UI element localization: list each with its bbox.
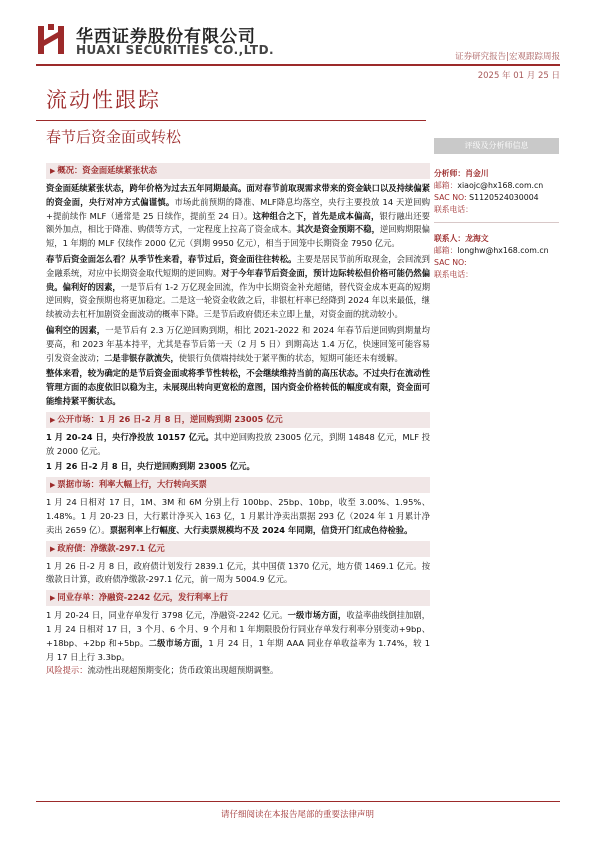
paragraph: 1 月 20-24 日，央行净投放 10157 亿元。其中逆回购投放 23005 亿元，到期 14848 亿元，MLF 投放 2000 亿元。	[46, 431, 430, 456]
section-title: 票据市场：利率大幅上行，大行转向买票	[57, 479, 207, 490]
contact-email[interactable]: longhw@hx168.com.cn	[457, 246, 549, 255]
section-title: 同业存单：净融资-2242 亿元，发行利率上行	[57, 592, 228, 603]
title-divider	[36, 120, 426, 121]
paragraph: 1 月 20-24 日，同业存单发行 3798 亿元，净融资-2242 亿元。一级市场方面，收益率曲线倒挂加剧，1 月 24 日相对 17 日，3 个月、6 个月、9 个月和 1 年期限股份行同业存单发行利率分别变动+9bp、+18bp、+2bp 和+5bp。二级市场方面，1 月 24 日，1 年期 AAA 同业存单收益率为 1.74%，较 1 月 17 日上行 3.3bp。 风险提示：流动性出现超预期变化；货币政策出现超预期调整。	[46, 610, 430, 676]
contact-role-label: 联系人：	[434, 234, 466, 243]
section-title: 政府债：净缴款-297.1 亿元	[57, 542, 165, 553]
page-subtitle: 春节后资金面或转松	[46, 128, 182, 146]
paragraph: 1 月 26 日-2 月 8 日，央行逆回购到期 23005 亿元。	[46, 461, 255, 472]
section-heading-open-market	[46, 412, 430, 428]
contact-name: 龙海文	[465, 234, 489, 243]
company-logo-icon	[36, 22, 66, 56]
analyst-sidebar	[434, 138, 559, 281]
section-heading-overview	[46, 163, 430, 179]
report-type: 证券研究报告|宏观跟踪周报	[455, 52, 560, 62]
contact-phone-label: 联系电话：	[434, 270, 473, 279]
analyst-email[interactable]: xiaojc@hx168.com.cn	[457, 181, 544, 190]
triangle-bullet-icon: ▶	[50, 594, 56, 603]
triangle-bullet-icon: ▶	[50, 415, 56, 424]
section-heading-bills	[46, 477, 430, 493]
analyst-sac: S1120524030004	[469, 193, 539, 202]
risk-text: 流动性出现超预期变化；货币政策出现超预期调整。	[87, 665, 279, 676]
paragraph: 资金面延续紧张状态，跨年价格为过去五年同期最高。面对春节前取现需求带来的资金缺口以及持续偏紧的资金面，央行对冲方式偏谨慎。市场此前预期的降准、MLF降息均落空，央行主要投放 14 天逆回购+提前续作 MLF（通常是 25 日续作，提前至 24 日）。这种组合之下，首先是成本偏高，银行融出还要额外加点，相比于降准、购债等方式，一定程度上拉高了资金成本。其次是资金预期不稳，逆回购期限偏短，1 年期的 MLF 仅续作 2000 亿元（到期 9950 亿元），相当于回笼中长期资金 7950 亿元。	[46, 183, 430, 249]
sidebar-divider	[434, 222, 559, 223]
analyst-phone-label: 联系电话：	[434, 205, 473, 214]
paragraph: 偏利空的因素，一是节后有 2.3 万亿逆回购到期，相比 2021-2022 和 2024 年春节后逆回购到期量均要高，和 2023 年基本持平，尤其是春节后第一天（2 月 5 日）到期高达 1.4 万亿，快速回笼可能容易引发资金波动；二是非银存款流失，使银行负债端持续处于紧平衡的状态，短期可能还未有缓解。	[46, 324, 430, 363]
analyst-email-label: 邮箱：	[434, 181, 458, 190]
sidebar-heading: 评级及分析师信息	[434, 138, 559, 154]
triangle-bullet-icon: ▶	[50, 481, 56, 490]
analyst-role-label: 分析师：	[434, 169, 466, 178]
contact-email-label: 邮箱：	[434, 246, 458, 255]
paragraph: 1 月 26 日-2 月 8 日，政府债计划发行 2839.1 亿元，其中国债 1370 亿元，地方债 1469.1 亿元。按缴款日计算，政府债净缴款-297.1 亿元，前一周为 5004.9 亿元。	[46, 560, 430, 585]
analyst-name: 肖金川	[465, 169, 489, 178]
contact-sac-label: SAC NO:	[434, 258, 467, 267]
report-date: 2025 年 01 月 25 日	[477, 71, 560, 81]
legal-notice: 请仔细阅读在本报告尾部的重要法律声明	[220, 810, 374, 820]
paragraph: 1 月 24 日相对 17 日，1M、3M 和 6M 分别上行 100bp、25bp、10bp，收至 3.00%、1.95%、1.48%。1 月 20-23 日，大行累计净买入 163 亿，1 月累计净卖出票据 293 亿（2024 年 1 月累计净卖出 2659 亿）。票据利率上行幅度、大行卖票规模均不及 2024 年同期，信贷开门红成色待检验。	[46, 497, 430, 535]
section-title: 公开市场：1 月 26 日-2 月 8 日，逆回购到期 23005 亿元	[57, 413, 283, 424]
risk-label: 风险提示：	[46, 665, 88, 676]
triangle-bullet-icon: ▶	[50, 167, 56, 175]
report-body	[46, 160, 430, 680]
analyst-sac-label: SAC NO:	[434, 193, 467, 202]
footer-divider	[36, 801, 560, 802]
page-title: 流动性跟踪	[46, 88, 161, 112]
section-heading-gov-bonds	[46, 541, 430, 557]
company-name-en: HUAXI SECURITIES CO.,LTD.	[76, 43, 275, 57]
section-title: 概况：资金面延续紧张状态	[57, 165, 157, 175]
paragraph: 春节后资金面怎么看？从季节性来看，春节过后，资金面往往转松。主要是居民节前所取现金，会回流到金融系统，对应中长期资金取代短期的逆回购。对于今年春节后资金面，预计边际转松但价格可能仍然偏贵。偏利好的因素，一是节后有 1-2 万亿现金回流，作为中长期资金补充超储，替代资金成本更高的短期逆回购，资金预期也将更加稳定。二是这一轮资金收敛之后，非银杠杆率已经降到 2024 年以来最低，继续被动去杠杆加剧资金面波动的概率下降。三是节后政府债还未立即上量，对资金面的扰动较小。	[46, 253, 430, 320]
company-name-cn: 华西证券股份有限公司	[76, 27, 256, 47]
header-divider	[36, 64, 560, 66]
triangle-bullet-icon: ▶	[50, 544, 56, 553]
paragraph: 整体来看，较为确定的是节后资金面或将季节性转松，不会继续维持当前的高压状态。不过央行在流动性管理方面的态度依旧以稳为主，未展现出转向更宽松的意图，国内资金价格转低的幅度或有限，资金面可能维持紧平衡状态。	[46, 368, 430, 406]
section-heading-ncd	[46, 590, 430, 606]
